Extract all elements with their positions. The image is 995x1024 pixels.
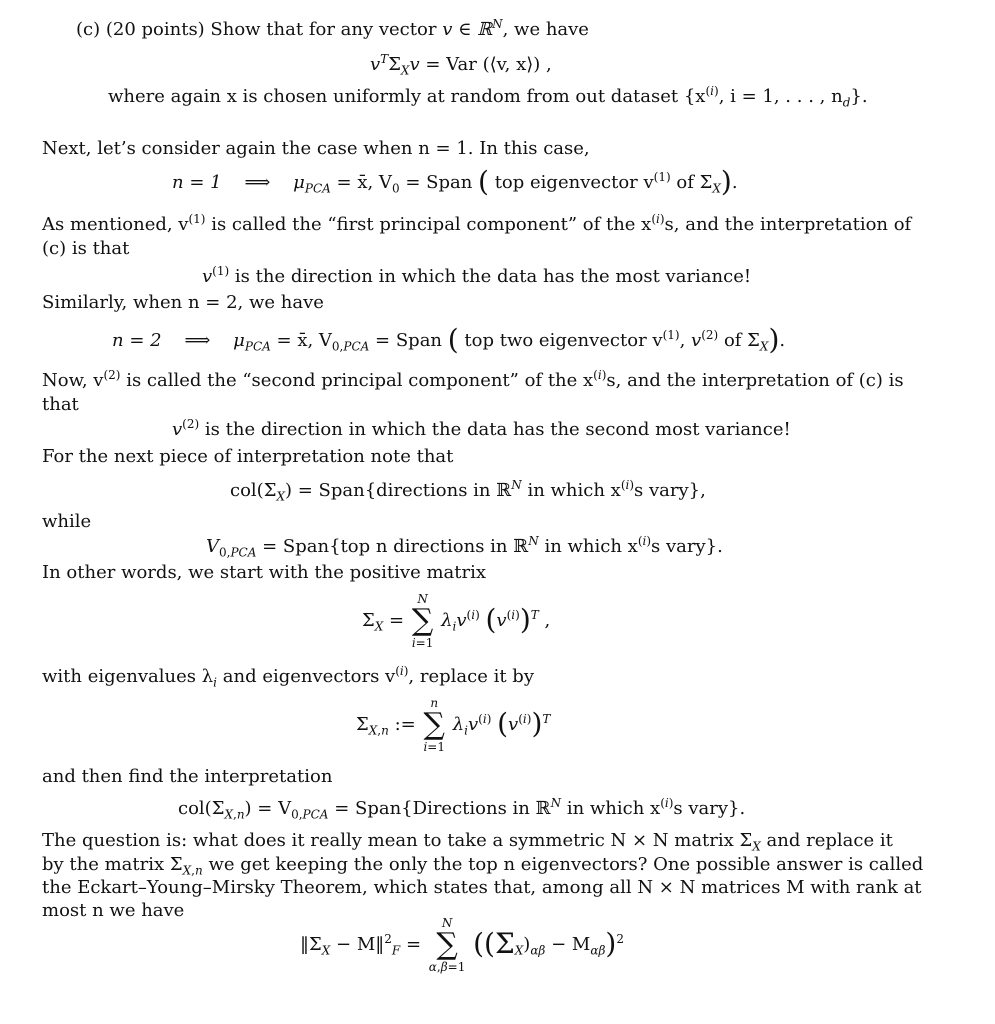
while: while	[42, 511, 92, 532]
eq-final-b: − M‖	[336, 934, 385, 955]
eq-coln-e: s vary}.	[673, 798, 746, 819]
eq-coln-a: col(Σ	[178, 798, 225, 819]
eq-sigma-xn: $\Sigma_{X,n}$ := n ∑ i=1 $\lambda_iv^{(i)}$ $(v^{(i)})^T$	[356, 696, 551, 754]
eq-col-a: col(Σ	[230, 480, 277, 501]
para-question-4: most n we have	[42, 900, 185, 921]
eq-final-d: ((Σ	[473, 927, 515, 960]
eq-col-c: in which x	[527, 480, 621, 501]
para2d: (c) is that	[42, 238, 130, 259]
para-next: Next, let’s consider again the case when n = 1. In this case,	[42, 138, 590, 159]
eq-n2-of: of Σ	[723, 330, 760, 351]
eq-final-a: ‖Σ	[300, 934, 322, 955]
part-c-where: where again x is chosen uniformly at random from out dataset {$x^{(i)}$, i = 1, . . . , $n_d$}.	[108, 84, 868, 110]
para-eigen: with eigenvalues $\lambda_i$ and eigenvectors $v^{(i)}$, replace it by	[42, 664, 534, 690]
para9-1: and replace it	[766, 830, 893, 851]
eq-final-f: − M	[551, 934, 591, 955]
para-first-pc: As mentioned, $v^{(1)}$ is called the “first principal component” of the $x^{(i)}s$, and the interpretation of	[42, 212, 912, 235]
eq-col-d: s vary},	[634, 480, 706, 501]
para4a: Now, v	[42, 370, 104, 391]
part-c-cond-sup: N	[492, 17, 503, 31]
eq-n2: n = 2 ⟹ $\mu_{PCA}$ = x̄, $V_{0,PCA}$ = Span ( top two eigenvector $v^{(1)}$, $v^{(2)}$ of $\Sigma_X$).	[112, 323, 786, 356]
para-question-1: The question is: what does it really mean to take a symmetric N × N matrix $\Sigma_X$ and replace it	[42, 830, 893, 854]
para-then: and then find the interpretation	[42, 766, 333, 787]
center2-text: is the direction in which the data has the second most variance!	[204, 419, 791, 440]
para9-2: by the matrix Σ	[42, 854, 183, 875]
eq-coln-b: ) = V	[244, 798, 292, 819]
center1-text: is the direction in which the data has the most variance!	[234, 266, 752, 287]
part-c-label: (c) (20 points) Show that for any vector	[76, 19, 437, 40]
para9-0: The question is: what does it really mean to take a symmetric N × N matrix Σ	[42, 830, 753, 851]
eq-n1-text: top eigenvector v	[494, 172, 654, 193]
eq-v0-a: = Span{top n directions in ℝ	[262, 536, 529, 557]
eq-v0-b: in which x	[544, 536, 638, 557]
eq-coln-c: = Span{Directions in ℝ	[334, 798, 551, 819]
para2c: s, and the interpretation of	[664, 214, 912, 235]
para-next-piece: For the next piece of interpretation note that	[42, 446, 454, 467]
eq-v0-c: s vary}.	[651, 536, 723, 557]
para4b: is called the “second principal component” of the x	[126, 370, 594, 391]
part-c-statement	[76, 19, 589, 41]
eq-final-g: )	[605, 927, 617, 960]
eq-n1-span: = Span	[405, 172, 473, 193]
para-positive-matrix: In other words, we start with the positive matrix	[42, 562, 487, 583]
part-c-equation: $v^T\Sigma_Xv$ = Var (⟨v, x⟩) ,	[370, 52, 552, 78]
center-2: $v^{(2)}$ is the direction in which the data has the second most variance!	[172, 417, 791, 440]
center-1: $v^{(1)}$ is the direction in which the data has the most variance!	[202, 264, 752, 287]
para-similarly: Similarly, when n = 2, we have	[42, 292, 324, 313]
para4c: s, and the interpretation of (c) is	[606, 370, 904, 391]
eq-coln: $col(\Sigma_{X,n}) = V_{0,PCA}$ = Span{Directions in ℝ$^N$ in which $x^{(i)}s$ vary}.	[178, 796, 746, 822]
eq-n1-of: of Σ	[676, 172, 713, 193]
para7c: , replace it by	[408, 666, 534, 687]
eq-n2-span: = Span	[375, 330, 443, 351]
part-c-tail: , we have	[502, 19, 589, 40]
eq-v0: $V_{0,PCA}$ = Span{top n directions in ℝ$^N$ in which $x^{(i)}s$ vary}.	[206, 534, 723, 560]
part-c-where-tail: , i = 1, . . . , n	[718, 86, 843, 107]
eq-final-c: =	[405, 934, 422, 955]
para9-3: we get keeping the only the top n eigenvectors? One possible answer is called	[208, 854, 924, 875]
eq-n2-arrow: ⟹	[184, 330, 211, 351]
eq-final-e: )	[523, 934, 531, 955]
eq-n1-mid: = x̄, V	[336, 172, 392, 193]
para7b: and eigenvectors v	[222, 666, 396, 687]
para7a: with eigenvalues λ	[42, 666, 214, 687]
eq-n2-text: top two eigenvector v	[464, 330, 663, 351]
eq-n1-arrow: ⟹	[244, 172, 271, 193]
eq-col: $col(\Sigma_X)$ = Span{directions in ℝ$^N$ in which $x^{(i)}s$ vary},	[230, 478, 706, 504]
para2a: As mentioned, v	[42, 214, 189, 235]
eq-coln-d: in which x	[566, 798, 661, 819]
eq-sigma-x: $\Sigma_X$ = N ∑ i=1 $\lambda_iv^{(i)}$ $(v^{(i)})^T$ ,	[362, 592, 551, 650]
eq-n1-lhs: n = 1	[172, 172, 222, 193]
eq-n1: n = 1 ⟹ $\mu_{PCA}$ = x̄, $V_0$ = Span ( top eigenvector $v^{(1)}$ of $\Sigma_X$).	[172, 165, 738, 198]
para-second-pc: Now, $v^{(2)}$ is called the “second principal component” of the $x^{(i)}s$, and the interpretation of (c) is	[42, 368, 904, 391]
para-question-2: by the matrix $\Sigma_{X,n}$ we get keeping the only the top n eigenvectors? One possible answer is called	[42, 854, 924, 878]
para4d: that	[42, 394, 79, 415]
part-c-where-text: where again x is chosen uniformly at random from out dataset {x	[108, 86, 706, 107]
part-c-eq: Var (⟨v, x⟩) ,	[446, 54, 552, 75]
part-c-cond: v ∈ ℝ	[442, 19, 493, 40]
eq-n2-lhs: n = 2	[112, 330, 162, 351]
eq-final: $‖\Sigma_X$ − M‖$^2_F$ = N ∑ α,β=1 $((\Sigma_X)_{\alpha\beta} - M_{\alpha\beta})^2$	[300, 916, 624, 974]
para2b: is called the “first principal component” of the x	[211, 214, 652, 235]
para-question-3: the Eckart–Young–Mirsky Theorem, which states that, among all N × N matrices M with rank at	[42, 877, 922, 898]
eq-col-b: ) = Span{directions in ℝ	[284, 480, 512, 501]
